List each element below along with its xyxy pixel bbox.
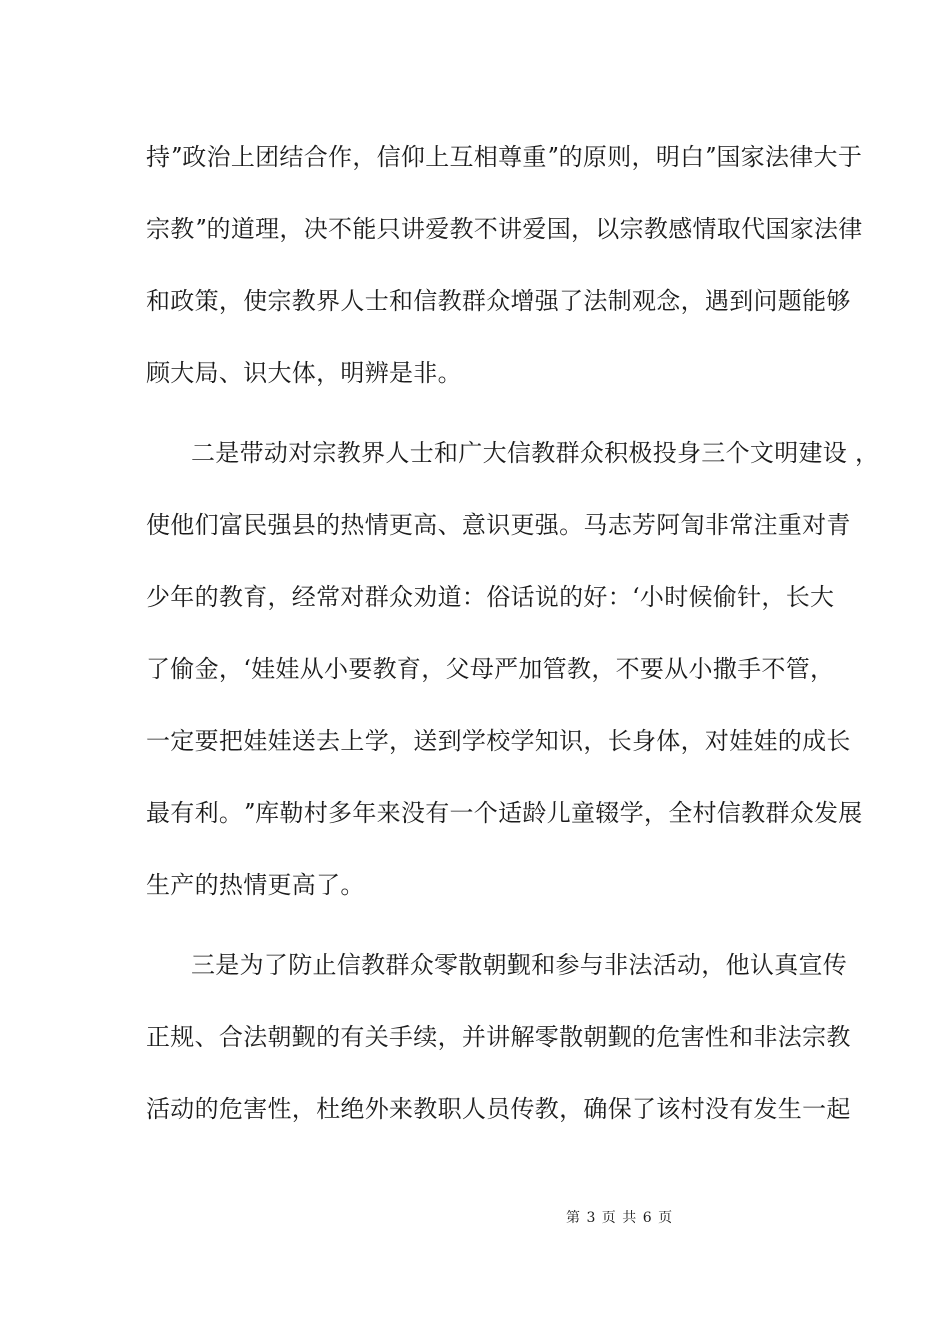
text-line: 最有利。ˮ库勒村多年来没有一个适龄儿童辍学，全村信教群众发展 — [146, 799, 863, 827]
paragraph-start-line: 三是为了防止信教群众零散朝觐和参与非法活动，他认真宣传 — [191, 951, 848, 979]
paragraph-start-line: 二是带动对宗教界人士和广大信教群众积极投身三个文明建设 ， — [191, 439, 880, 467]
text-line: 宗教ˮ的道理，决不能只讲爱教不讲爱国，以宗教感情取代国家法律 — [146, 215, 863, 243]
text-line: 和政策，使宗教界人士和信教群众增强了法制观念，遇到问题能够 — [146, 287, 851, 315]
text-line: 少年的教育，经常对群众劝道：俗话说的好：‘小时候偷针，长大 — [146, 583, 835, 611]
text-line: 活动的危害性，杜绝外来教职人员传教，确保了该村没有发生一起 — [146, 1095, 851, 1123]
page-number: 第 3 页 共 6 页 — [566, 1210, 674, 1226]
text-line: 持ˮ政治上团结合作，信仰上互相尊重ˮ的原则，明白ˮ国家法律大于 — [146, 143, 863, 171]
text-line: 正规、合法朝觐的有关手续，并讲解零散朝觐的危害性和非法宗教 — [146, 1023, 851, 1051]
text-line: 一定要把娃娃送去上学，送到学校学知识，长身体，对娃娃的成长 — [146, 727, 851, 755]
text-line: 了偷金，‘娃娃从小要教育，父母严加管教，不要从小撒手不管， — [146, 655, 835, 683]
text-line: 顾大局、识大体，明辨是非。 — [146, 359, 462, 387]
text-line: 生产的热情更高了。 — [146, 871, 365, 899]
text-line: 使他们富民强县的热情更高、意识更强。马志芳阿訇非常注重对青 — [146, 511, 851, 539]
